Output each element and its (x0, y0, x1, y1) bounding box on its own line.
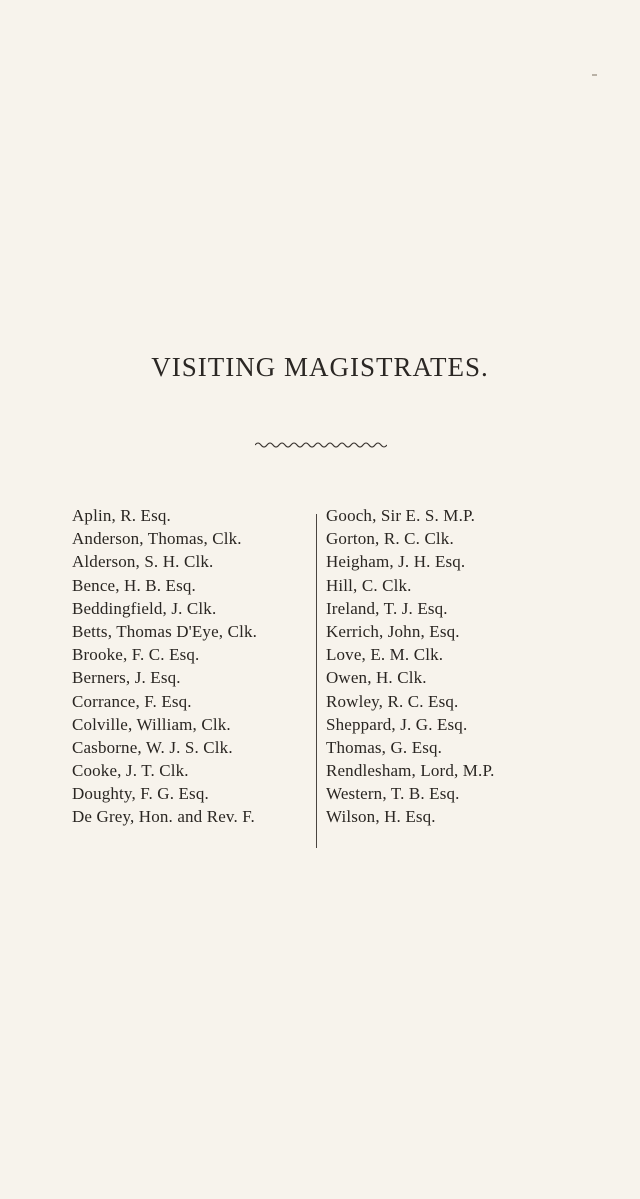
magistrate-entry: Bence, H. B. Esq. (72, 575, 196, 595)
magistrate-entry: Rowley, R. C. Esq. (326, 691, 459, 711)
magistrate-entry: Thomas, G. Esq. (326, 737, 443, 757)
magistrate-entry: Cooke, J. T. Clk. (72, 761, 189, 781)
magistrate-entry: Western, T. B. Esq. (326, 784, 460, 804)
magistrate-entry: Colville, William, Clk. (72, 714, 231, 734)
magistrate-entry: Gooch, Sir E. S. M.P. (326, 506, 476, 525)
magistrate-entry: Aplin, R. Esq. (72, 506, 171, 525)
magistrate-entry: Heigham, J. H. Esq. (326, 552, 466, 572)
magistrate-entry: Love, E. M. Clk. (326, 645, 444, 665)
magistrate-entry: Gorton, R. C. Clk. (326, 529, 454, 549)
column-divider (316, 514, 317, 848)
magistrate-entry: Sheppard, J. G. Esq. (326, 714, 468, 734)
magistrate-entry: Wilson, H. Esq. (326, 807, 436, 827)
magistrate-entry: Doughty, F. G. Esq. (72, 784, 209, 804)
magistrate-entry: De Grey, Hon. and Rev. F. (72, 807, 255, 827)
magistrate-entry: Ireland, T. J. Esq. (326, 598, 448, 618)
magistrate-entry: Kerrich, John, Esq. (326, 621, 460, 641)
magistrate-entry: Anderson, Thomas, Clk. (72, 529, 242, 549)
magistrate-entry: Owen, H. Clk. (326, 668, 427, 688)
magistrate-entry: Betts, Thomas D'Eye, Clk. (72, 621, 257, 641)
magistrate-entry: Casborne, W. J. S. Clk. (72, 737, 233, 757)
magistrate-entry: Alderson, S. H. Clk. (72, 552, 214, 572)
magistrates-list-right (326, 504, 636, 829)
magistrate-entry: Berners, J. Esq. (72, 668, 181, 688)
magistrate-entry: Beddingfield, J. Clk. (72, 598, 217, 618)
page-title: VISITING MAGISTRATES. (151, 352, 489, 382)
print-mark (592, 74, 597, 76)
magistrate-entry: Hill, C. Clk. (326, 575, 412, 595)
wavy-rule-ornament (255, 440, 387, 450)
magistrate-entry: Corrance, F. Esq. (72, 691, 192, 711)
magistrate-entry: Rendlesham, Lord, M.P. (326, 761, 495, 781)
magistrate-entry: Brooke, F. C. Esq. (72, 645, 200, 665)
magistrates-list-left (72, 504, 312, 829)
